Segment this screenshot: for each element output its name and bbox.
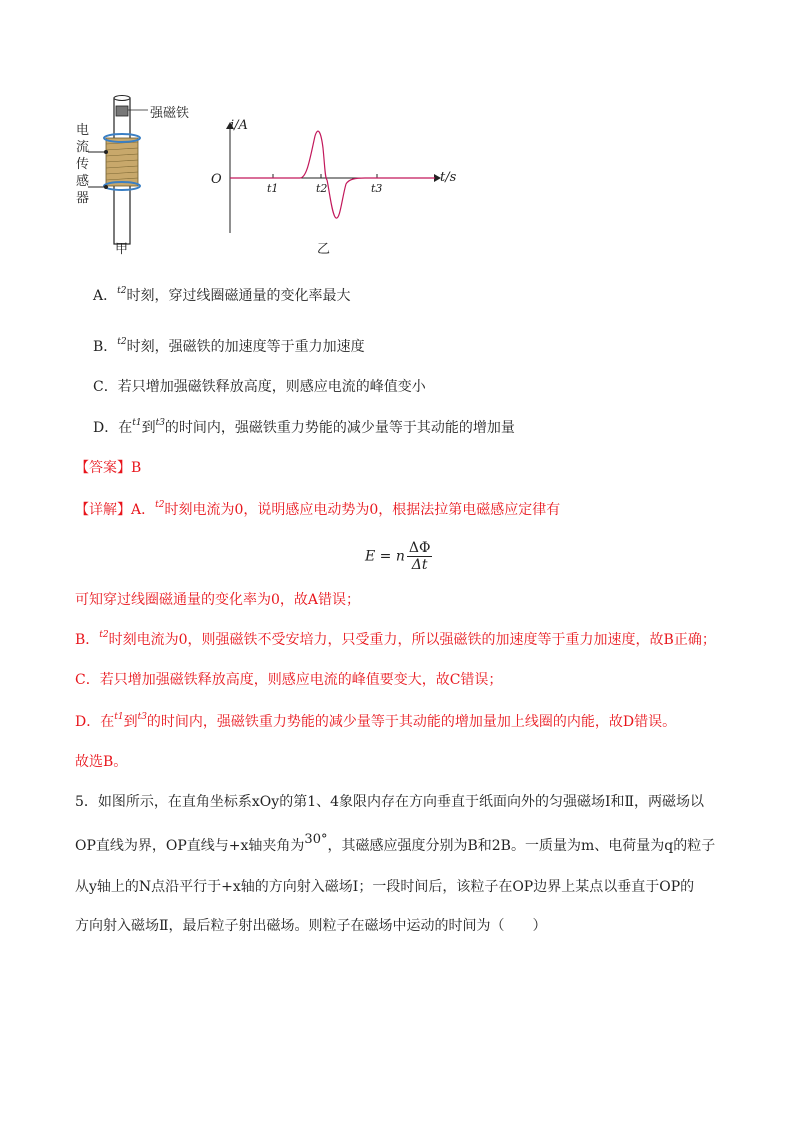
problem-5-line-1: 5．如图所示，在直角坐标系xOy的第1、4象限内存在方向垂直于纸面向外的匀强磁场Ⅰ和Ⅱ，两磁场以 [75, 794, 705, 810]
magnet-label: 强磁铁 [150, 106, 190, 121]
answer: 【答案】B [75, 460, 142, 476]
tick-label-t3: t3 [371, 182, 383, 195]
lead-dot-bottom [104, 185, 108, 189]
option-c: C．若只增加强磁铁释放高度，则感应电流的峰值变小 [93, 379, 426, 395]
figure-yi [215, 118, 455, 238]
magnet [116, 106, 128, 116]
problem-5-line-2: OP直线为界，OP直线与+x轴夹角为30°，其磁感应强度分别为B和2B。一质量为m、电荷量为q的粒子 [75, 832, 716, 854]
explain-b: B．$^{t2}$时刻电流为0，则强磁铁不受安培力，只受重力，所以强磁铁的加速度等于重力加速度，故B正确； [75, 630, 716, 648]
problem-5-line-3: 从y轴上的N点沿平行于+x轴的方向射入磁场Ⅰ；一段时间后，该粒子在OP边界上某点以垂直于OP的 [75, 879, 695, 895]
explain-d: D．在$^{t1}$到$^{t3}$的时间内，强磁铁重力势能的减少量等于其动能的增加量加上线圈的内能，故D错误。 [75, 712, 677, 730]
sensor-label: 电 流 传 感 器 [76, 123, 90, 206]
explain-a-conclusion: 可知穿过线圈磁通量的变化率为0，故A错误； [75, 592, 361, 608]
explain-c: C．若只增加强磁铁释放高度，则感应电流的峰值要变大，故C错误； [75, 672, 503, 688]
y-axis-label: i/A [230, 118, 248, 133]
origin-label: O [211, 172, 222, 187]
tick-label-t1: t1 [267, 182, 279, 195]
caption-jia: 甲 [115, 242, 129, 257]
explain-a: 【详解】A．$^{t2}$时刻电流为0，说明感应电动势为0，根据法拉第电磁感应定律有 [75, 500, 561, 518]
tube-top [114, 96, 130, 101]
option-a: A．$^{t2}$时刻，穿过线圈磁通量的变化率最大 [93, 286, 351, 304]
option-d: D．在$^{t1}$到$^{t3}$的时间内，强磁铁重力势能的减少量等于其动能的增加量 [93, 418, 515, 436]
x-axis-label: t/s [440, 170, 457, 185]
faraday-formula: E = n $\frac{\Delta\Phi}{\Delta t}$ [365, 540, 431, 573]
explain-final: 故选B。 [75, 754, 128, 770]
option-b: B．$^{t2}$时刻，强磁铁的加速度等于重力加速度 [93, 337, 365, 355]
tick-label-t2: t2 [316, 182, 328, 195]
problem-5-line-4: 方向射入磁场Ⅱ，最后粒子射出磁场。则粒子在磁场中运动的时间为（ ） [75, 918, 547, 934]
lead-dot-top [104, 150, 108, 154]
caption-yi: 乙 [317, 242, 331, 257]
current-curve [230, 131, 435, 218]
